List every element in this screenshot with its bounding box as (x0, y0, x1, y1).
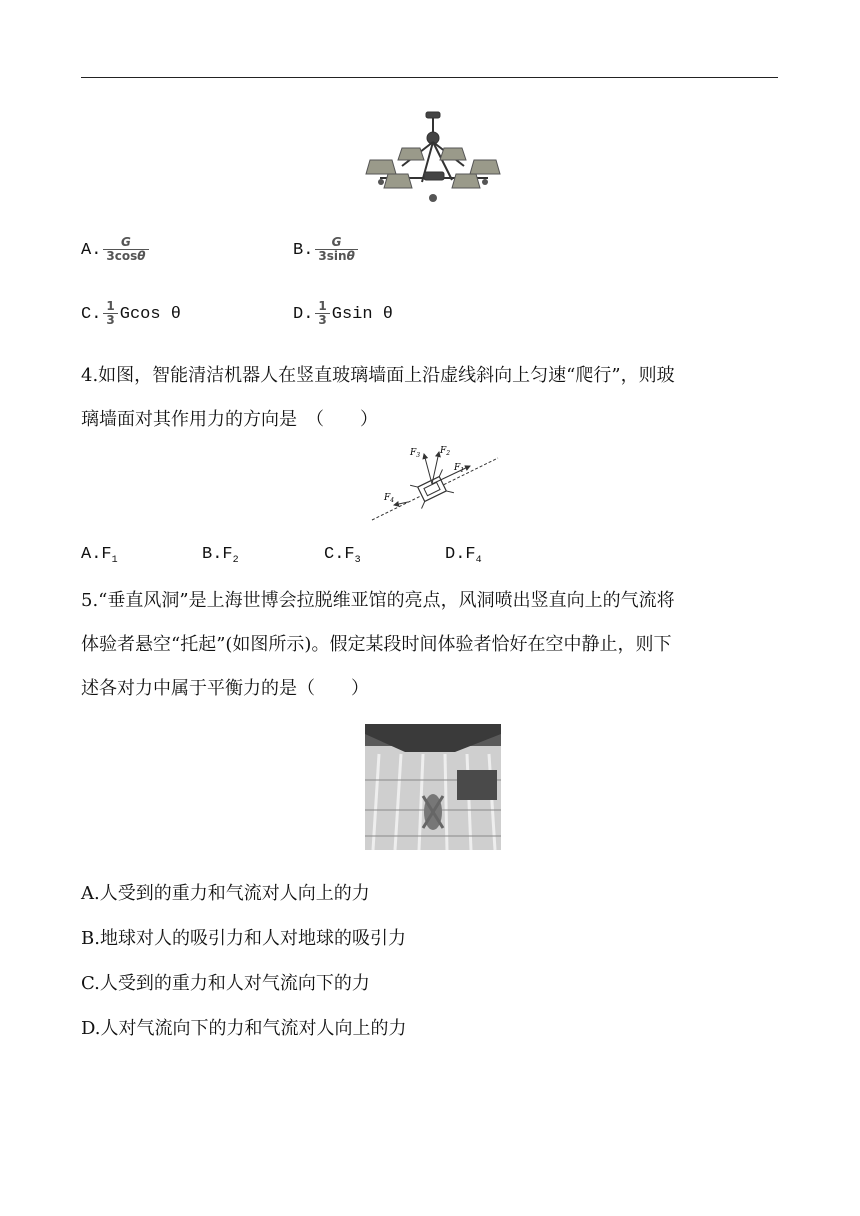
f2-sub: 2 (446, 450, 451, 457)
q3-option-a-label: A. (81, 240, 102, 260)
f1-label: F (454, 463, 461, 473)
q3-option-a-fraction (103, 236, 148, 263)
q4-option-a-label: A.F (81, 545, 112, 564)
q3-a-numerator: G (121, 235, 131, 249)
f4-sub: 4 (390, 497, 395, 504)
wind-tunnel-photo (365, 724, 501, 850)
f4-label: F (384, 493, 391, 503)
q5-text-line-2: 体验者悬空“托起”(如图所示)。假定某段时间体验者恰好在空中静止，则下 (81, 634, 672, 655)
q3-option-c-fraction (103, 300, 117, 327)
q3-option-c (81, 300, 181, 327)
q4-option-a (81, 545, 118, 566)
q4-text-line-1: 4.如图，智能清洁机器人在竖直玻璃墙面上沿虚线斜向上匀速“爬行”，则玻 (81, 365, 675, 386)
q4-option-d-sub: 4 (475, 555, 482, 566)
svg-text:F1 (453, 463, 464, 474)
q3-option-a (81, 236, 151, 263)
q5-text-line-1: 5.“垂直风洞”是上海世博会拉脱维亚馆的亮点，风洞喷出竖直向上的气流将 (81, 590, 675, 611)
q3-option-c-text: Gcos θ (119, 304, 181, 324)
q3-d-denominator: 3 (318, 313, 327, 327)
q3-b-numerator: G (331, 235, 342, 249)
f3-label: F (410, 448, 417, 458)
q5-option-c: C.人受到的重力和人对气流向下的力 (81, 973, 370, 994)
f1-sub: 1 (460, 467, 465, 474)
q3-c-numerator: 1 (106, 299, 115, 313)
q5-option-a: A.人受到的重力和气流对人向上的力 (81, 883, 370, 904)
svg-text:F2 (439, 446, 450, 457)
q4-option-d-label: D.F (445, 545, 476, 564)
q3-a-theta: θ (137, 249, 146, 263)
q3-option-b-fraction (315, 236, 357, 263)
header-rule (81, 77, 778, 78)
q4-option-b-sub: 2 (232, 555, 239, 566)
q3-a-denominator: 3cos (106, 249, 138, 263)
q5-option-d: D.人对气流向下的力和气流对人向上的力 (81, 1018, 407, 1039)
q3-option-b-label: B. (293, 240, 314, 260)
q3-b-theta: θ (346, 249, 355, 263)
q3-d-numerator: 1 (318, 299, 327, 313)
q3-option-d (293, 300, 393, 327)
q3-option-d-label: D. (293, 304, 314, 324)
q4-option-b-label: B.F (202, 545, 233, 564)
chandelier-figure (362, 108, 508, 204)
q4-option-c-sub: 3 (354, 555, 361, 566)
q3-b-denominator: 3sin (318, 249, 347, 263)
svg-text:F4 (383, 493, 394, 504)
q3-option-b (293, 236, 360, 263)
svg-text:F3 (409, 448, 420, 459)
q3-c-denominator: 3 (106, 313, 115, 327)
q4-option-b (202, 545, 239, 566)
q5-text-line-3: 述各对力中属于平衡力的是（ ） (81, 678, 369, 699)
q4-option-c (324, 545, 361, 566)
robot-force-diagram (368, 442, 502, 524)
q5-option-b: B.地球对人的吸引力和人对地球的吸引力 (81, 928, 406, 949)
q4-text-line-2: 璃墙面对其作用力的方向是 （ ） (81, 409, 378, 430)
q4-option-a-sub: 1 (111, 555, 118, 566)
q4-option-d (445, 545, 482, 566)
f3-sub: 3 (416, 452, 421, 459)
q3-option-d-fraction (315, 300, 329, 327)
q3-option-c-label: C. (81, 304, 102, 324)
q3-option-d-text: Gsin θ (331, 304, 393, 324)
f2-label: F (440, 446, 447, 456)
q4-option-c-label: C.F (324, 545, 355, 564)
